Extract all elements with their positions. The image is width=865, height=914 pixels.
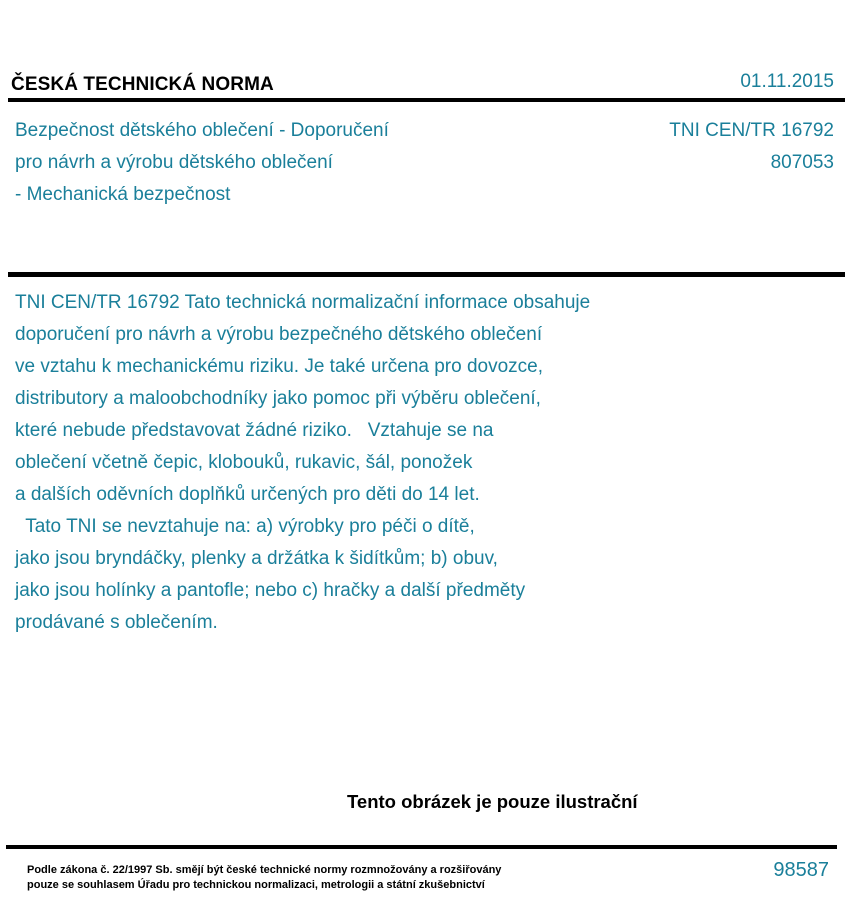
- class-number: 807053: [770, 152, 834, 173]
- document-title-line: Bezpečnost dětského oblečení - Doporučení: [15, 120, 389, 141]
- header-divider: [8, 98, 845, 102]
- publication-date: 01.11.2015: [740, 71, 834, 92]
- document-title-line: pro návrh a výrobu dětského oblečení: [15, 152, 333, 173]
- abstract-line: které nebude představovat žádné riziko. Vztahuje se na: [15, 420, 494, 441]
- abstract-line: a dalších oděvních doplňků určených pro děti do 14 let.: [15, 484, 480, 505]
- abstract-line: TNI CEN/TR 16792 Tato technická normalizační informace obsahuje: [15, 292, 591, 313]
- legal-notice-line: Podle zákona č. 22/1997 Sb. smějí být české technické normy rozmnožovány a rozšiřovány: [27, 864, 502, 876]
- abstract-line: jako jsou holínky a pantofle; nebo c) hračky a další předměty: [15, 580, 526, 601]
- footer-divider: [6, 845, 837, 849]
- catalog-number: 98587: [773, 859, 829, 881]
- document-title-line: - Mechanická bezpečnost: [15, 184, 231, 205]
- document-title: [15, 115, 485, 211]
- abstract-line: ve vztahu k mechanickému riziku. Je také určena pro dovozce,: [15, 356, 544, 377]
- abstract-line: oblečení včetně čepic, klobouků, rukavic, šál, ponožek: [15, 452, 473, 473]
- document-designation: TNI CEN/TR 16792: [669, 120, 834, 141]
- document-identifiers: [669, 115, 834, 179]
- legal-notice: [27, 863, 501, 893]
- abstract-line: Tato TNI se nevztahuje na: a) výrobky pro péči o dítě,: [15, 516, 475, 537]
- document-abstract: [15, 287, 715, 639]
- legal-notice-line: pouze se souhlasem Úřadu pro technickou normalizaci, metrologii a státní zkušebnictví: [27, 879, 485, 891]
- title-divider: [8, 272, 845, 277]
- abstract-line: prodávané s oblečením.: [15, 612, 218, 633]
- abstract-line: jako jsou bryndáčky, plenky a držátka k šidítkům; b) obuv,: [15, 548, 498, 569]
- abstract-line: distributory a maloobchodníky jako pomoc při výběru oblečení,: [15, 388, 541, 409]
- norm-title: ČESKÁ TECHNICKÁ NORMA: [11, 74, 274, 95]
- illustration-notice: Tento obrázek je pouze ilustrační: [347, 791, 638, 812]
- abstract-line: doporučení pro návrh a výrobu bezpečného dětského oblečení: [15, 324, 543, 345]
